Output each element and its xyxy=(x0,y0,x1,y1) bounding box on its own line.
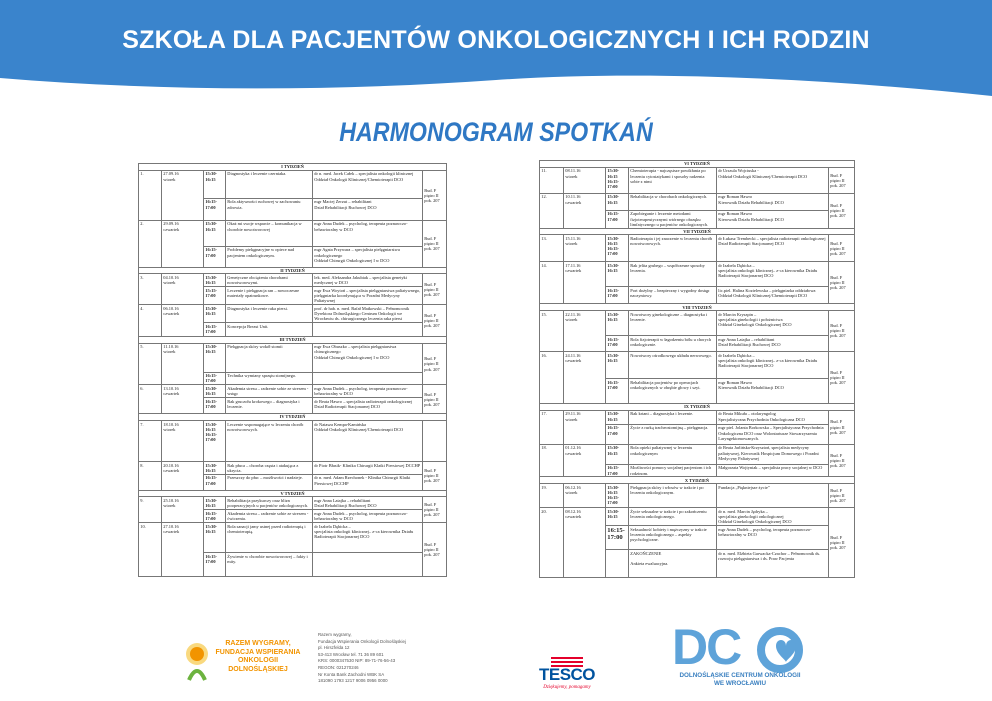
tesco-logo xyxy=(537,655,597,695)
session-topic: Akademia stresu – radzenie sobie ze stresem - wstęp xyxy=(226,385,313,398)
session-number: 6. xyxy=(139,385,162,414)
session-time: 16:15- 17:00 xyxy=(204,510,226,523)
session-row xyxy=(540,262,855,287)
session-topic: Rola sanacji jamy ustnej przed radioterapią i chemioterapią. xyxy=(226,522,313,552)
session-row xyxy=(139,274,447,287)
session-time: 15:30- 16:15 xyxy=(606,410,629,424)
session-row xyxy=(540,310,855,335)
sun-figure-icon xyxy=(184,640,210,684)
session-topic: Życie z rurką tracheostomijną – pielęgnacja. xyxy=(629,424,717,444)
week-header-row xyxy=(139,336,447,343)
session-number: 5. xyxy=(139,343,162,385)
session-time: 15:30- 16:15 xyxy=(606,508,629,526)
schedule-table-left xyxy=(138,163,447,577)
session-location: Bud. F piętro II pok. 207 xyxy=(829,235,855,262)
session-time: 16:15- 17:00 xyxy=(204,552,226,576)
session-date: 04.10.16 wtorek xyxy=(162,274,204,305)
session-speaker: lic.piel. Halina Kozielewska – pielęgniarka oddziałowa Oddział Onkologii Klinicznej/Chemioterapii DCO xyxy=(717,287,829,304)
tesco-tagline: Dziękujemy, pomagamy xyxy=(543,685,591,690)
session-time: 15:30- 16:15 xyxy=(204,170,226,198)
session-time: 15:30- 16:15 xyxy=(204,220,226,246)
week-header: II TYDZIEŃ xyxy=(139,267,447,274)
session-speaker: mgr Anna Latajka – rehabilitant Dział Rehabilitacji Ruchowej DCO xyxy=(717,335,829,351)
session-date: 08.12.16 czwartek xyxy=(564,508,606,578)
session-number: 11. xyxy=(540,167,564,193)
session-speaker: dr n. med. Adam Rzechonek - Klinika Chirurgii Klatki Piersiowej DCCHP xyxy=(313,474,423,490)
week-header: IX TYDZIEŃ xyxy=(540,403,855,410)
session-topic: Rehabilitacja przykurczy oraz blizn pooperacyjnych u pacjentów onkologicznych. xyxy=(226,497,313,510)
session-topic: Rak płuca – choroba częsta i atakująca z ukrycia. xyxy=(226,461,313,474)
session-speaker: mgr Roman Hawro Kierownik Działu Rehabilitacji DCO xyxy=(717,210,829,228)
session-location: Bud. F piętro II pok. 207 xyxy=(829,167,855,193)
session-time: 16:15- 17:00 xyxy=(606,464,629,477)
session-number: 19. xyxy=(540,484,564,508)
session-number: 8. xyxy=(139,461,162,490)
session-number: 18. xyxy=(540,444,564,477)
week-header-row xyxy=(540,304,855,311)
session-speaker: dr Łukasz Trembecki – specjalista radioterapii onkologicznej Dział Radioterapii Stacjonarnej DCO xyxy=(717,235,829,262)
session-speaker: mgr Ewa Obuszko – specjalista pielęgniarstwa chirurgicznego Oddział Chirurgii Onkologicznej I w DCO xyxy=(313,343,423,372)
session-speaker: dr Beata Mikuła – otolaryngolog Specjalistyczna Przychodnia Onkologiczna DCO xyxy=(717,410,829,424)
session-time: 16:15- 17:00 xyxy=(204,198,226,220)
session-number: 14. xyxy=(540,262,564,304)
session-time: 15:30- 16:15 xyxy=(606,262,629,287)
session-row xyxy=(139,461,447,474)
session-time: 16:15- 17:00 xyxy=(204,246,226,267)
session-speaker: mgr piel. Jolanta Borkowska – Specjalistyczna Przychodnia Onkologiczna DCO oraz Wolontariusze Stowarzyszenia Laryngektomowanych. xyxy=(717,424,829,444)
session-topic: Rehabilitacja pacjentów po operacjach onkologicznych w obrębie głowy i szyi. xyxy=(629,378,717,403)
session-time: 16:15- 17:00 xyxy=(606,378,629,403)
session-speaker: mgr Anna Dudek – psycholog, terapeuta poznawczo-behawioralny w DCO xyxy=(313,510,423,523)
session-topic: Rak krtani – diagnostyka i leczenie. xyxy=(629,410,717,424)
session-topic: Seksualność kobiety i mężczyzny w trakcie leczenia onkologicznego – aspekty psychologiczne. xyxy=(629,525,717,549)
session-date: 10.11.16 czwartek xyxy=(564,193,606,228)
session-speaker: mgr Anna Dudek – psycholog, terapeuta poznawczo-behawioralny w DCO xyxy=(313,385,423,398)
session-location: Bud. F piętro II pok. 207 xyxy=(423,170,447,220)
session-location: Bud. F piętro II pok. 207 xyxy=(829,410,855,444)
session-location: Bud. F piętro II pok. 207 xyxy=(423,461,447,490)
week-header-row xyxy=(139,490,447,497)
week-header-row xyxy=(540,403,855,410)
session-location: Bud. F piętro II pok. 207 xyxy=(423,522,447,576)
session-number: 7. xyxy=(139,420,162,461)
session-topic: Rehabilitacja w chorobach onkologicznych. xyxy=(629,193,717,210)
session-date: 06.12.16 wtorek xyxy=(564,484,606,508)
session-speaker: mgr Anna Dudek – psycholog, terapeuta poznawczo-behawioralny w DCO xyxy=(717,525,829,549)
session-topic: Koncepcja Breast Unit. xyxy=(226,322,313,336)
session-topic: Możliwości pomocy socjalnej pacjentom i ich rodzinom. xyxy=(629,464,717,477)
session-time: 16:15- 17:00 xyxy=(204,474,226,490)
razem-wygramy-logo xyxy=(184,640,304,690)
session-row xyxy=(540,444,855,464)
session-row xyxy=(540,484,855,508)
header-banner xyxy=(0,0,992,105)
session-number: 17. xyxy=(540,410,564,444)
session-topic: Rola fizjoterapii w łagodzeniu bólu u chorych onkologicznie. xyxy=(629,335,717,351)
session-topic: Przeszczy do płuc – możliwości i nadzieje. xyxy=(226,474,313,490)
schedule-table-body xyxy=(139,164,447,577)
session-row xyxy=(540,235,855,262)
week-header-row xyxy=(540,477,855,484)
week-header-row xyxy=(139,414,447,421)
session-row xyxy=(540,410,855,424)
session-topic: Diagnostyka i leczenie czerniaka. xyxy=(226,170,313,198)
session-topic: Pielęgnacja skóry i włosów w trakcie i po leczeniu onkologicznym. xyxy=(629,484,717,508)
session-topic: Nowotwory ginekologiczne – diagnostyka i leczenie. xyxy=(629,310,717,335)
session-topic: Rak jelita grubego – współczesne sposoby leczenia. xyxy=(629,262,717,287)
week-header-row xyxy=(540,161,855,168)
session-speaker xyxy=(313,372,423,385)
session-date: 15.11.16 wtorek xyxy=(564,235,606,262)
session-row xyxy=(139,343,447,372)
session-speaker: dr n. med. Marcin Jędryka – specjalista ginekologii onkologicznej Oddział Ginekologii Onkologicznej DCO xyxy=(717,508,829,526)
session-topic: Leczenie i pielęgnacja ran – nowoczesne materiały opatrunkowe. xyxy=(226,287,313,305)
session-speaker: dr Piotr Błasik- Klinika Chirurgii Klatki Piersiowej DCCHP xyxy=(313,461,423,474)
session-date: 29.11.16 wtorek xyxy=(564,410,606,444)
week-header: V TYDZIEŃ xyxy=(139,490,447,497)
session-topic: Życie seksualne w trakcie i po zakończeniu leczenia onkologicznego. xyxy=(629,508,717,526)
session-number: 10. xyxy=(139,522,162,576)
session-time: 15:30- 16:15 16:15- 17:00 xyxy=(606,484,629,508)
session-time: 15:30- 16:15 16:15- 17:00 xyxy=(606,167,629,193)
session-time: 15:30- 16:15 xyxy=(204,343,226,372)
week-header: I TYDZIEŃ xyxy=(139,164,447,171)
session-date: 25.10.16 wtorek xyxy=(162,497,204,523)
session-topic: Okaż mi swoje wsparcie – komunikacja w chorobie nowotworowej xyxy=(226,220,313,246)
session-speaker: dr Marcin Kryszpin – specjalista ginekologii i położnictwa Oddział Ginekologii Onkologicznej DCO xyxy=(717,310,829,335)
session-number: 15. xyxy=(540,310,564,351)
week-header: III TYDZIEŃ xyxy=(139,336,447,343)
session-speaker: Fundacja „Piękniejsze życie” xyxy=(717,484,829,508)
session-topic: Diagnostyka i leczenie raka piersi. xyxy=(226,305,313,323)
session-row xyxy=(139,385,447,398)
session-time: 15:30- 16:15 xyxy=(606,193,629,210)
session-time xyxy=(606,549,629,577)
session-row xyxy=(139,220,447,246)
session-topic: Rola aktywności ruchowej w zachowaniu zdrowia. xyxy=(226,198,313,220)
session-date: 24.11.16 czwartek xyxy=(564,351,606,403)
session-location: Bud. F piętro II pok. 207 xyxy=(829,484,855,508)
session-number: 3. xyxy=(139,274,162,305)
session-row xyxy=(540,508,855,526)
tesco-name: TESCO xyxy=(538,665,596,684)
school-title: SZKOŁA DLA PACJENTÓW ONKOLOGICZNYCH I ICH RODZIN xyxy=(122,26,870,54)
session-number: 12. xyxy=(540,193,564,228)
session-date: 18.10.16 wtorek xyxy=(162,420,204,461)
session-speaker: dr Beata Jarlińska-Krzysztoń, specjalista medycyny paliatywnej, Kierownik Hospicjum Domowego i Poradni Medycyny Paliatywnej xyxy=(717,444,829,464)
session-number: 4. xyxy=(139,305,162,337)
session-speaker: mgr Roman Hawro Kierownik Działu Rehabilitacji DCO xyxy=(717,378,829,403)
session-time: 15:30- 16:15 xyxy=(204,522,226,552)
session-topic: Zapobieganie i leczenie metodami fizjoterapeutycznymi wtórnego obrzęku limfatycznego u pacjentów onkologicznych. xyxy=(629,210,717,228)
session-speaker: dr n. med. Jacek Całek – specjalista onkologii klinicznej Oddział Onkologii Klinicznej/Chemioterapii DCO xyxy=(313,170,423,198)
session-speaker: dr Izabela Dębicka – specjalista onkologii klinicznej– z-ca kierownika Działu Radioterapii Stacjonarnej DCO xyxy=(717,262,829,287)
week-header: VII TYDZIEŃ xyxy=(540,228,855,235)
session-number: 1. xyxy=(139,170,162,220)
session-location xyxy=(423,420,447,461)
session-row xyxy=(139,305,447,323)
dco-logo xyxy=(660,619,820,697)
schedule-heading: HARMONOGRAM SPOTKAŃ xyxy=(339,117,653,147)
session-row xyxy=(139,420,447,461)
session-speaker: mgr Roman Hawro Kierownik Działu Rehabilitacji DCO xyxy=(717,193,829,210)
session-topic: Radioterapia i jej znaczenie w leczeniu chorób nowotworowych. xyxy=(629,235,717,262)
session-topic: Chemioterapia - najczęstsze powikłania po leczeniu cytostatykami i sposoby radzenia sobie z nimi xyxy=(629,167,717,193)
heart-o-icon xyxy=(756,624,816,676)
session-topic: ZAKOŃCZENIE Ankieta ewaluacyjna. xyxy=(629,549,717,577)
session-number: 9. xyxy=(139,497,162,523)
session-speaker: dr Izabela Dębicka – specjalista onkologii klinicznej– z-ca kierownika Działu Radioterapii Stacjonarnej DCO xyxy=(717,351,829,378)
session-time: 15:30- 16:15 16:15- 17:00 xyxy=(606,235,629,262)
session-location: Bud. F piętro II pok. 207 xyxy=(829,310,855,351)
session-date: 13.10.16 czwartek xyxy=(162,385,204,414)
session-location: Bud. F piętro II pok. 207 xyxy=(423,220,447,267)
session-date: 27.09.16 wtorek xyxy=(162,170,204,220)
session-number: 13. xyxy=(540,235,564,262)
session-time: 16:15- 17:00 xyxy=(606,287,629,304)
session-time: 16:15- 17:00 xyxy=(606,525,629,549)
session-time: 15:30- 16:15 xyxy=(204,497,226,510)
session-date: 17.11.16 czwartek xyxy=(564,262,606,304)
session-time: 16:15- 17:00 xyxy=(204,398,226,414)
session-topic: Rak gruczołu krokowego – diagnostyka i leczenie. xyxy=(226,398,313,414)
session-speaker xyxy=(313,552,423,576)
week-header-row xyxy=(540,228,855,235)
session-topic: Nowotwory ośrodkowego układu nerwowego. xyxy=(629,351,717,378)
session-topic: Rola opieki paliatywnej w leczeniu onkologicznym xyxy=(629,444,717,464)
session-time: 16:15- 17:00 xyxy=(606,335,629,351)
session-time: 16:15- 17:00 xyxy=(204,322,226,336)
session-location: Bud. F piętro II pok. 207 xyxy=(829,193,855,228)
week-header-row xyxy=(139,164,447,171)
session-topic: Technika wymiany sprzętu stomijnego. xyxy=(226,372,313,385)
session-topic: Pielęgnacja skóry wokół stomii xyxy=(226,343,313,372)
session-row xyxy=(540,351,855,378)
session-speaker: dr Izabela Dębicka – specjalista onkologii klinicznej– z-ca kierownika Działu Radioterapii Stacjonarnej DCO xyxy=(313,522,423,552)
session-topic: Żywienie w chorobie nowotworowej – fakty i mity. xyxy=(226,552,313,576)
dco-full-name: DOLNOŚLĄSKIE CENTRUM ONKOLOGII WE WROCŁAWIU xyxy=(679,672,801,687)
razem-logo-text: RAZEM WYGRAMY, FUNDACJA WSPIERANIA ONKOLOGII DOLNOŚLĄSKIEJ xyxy=(215,640,301,673)
session-date: 29.09.16 czwartek xyxy=(162,220,204,267)
schedule-table-body xyxy=(540,161,855,578)
session-topic: Problemy pielęgnacyjne w opiece nad pacjentem onkologicznym. xyxy=(226,246,313,267)
session-number: 16. xyxy=(540,351,564,403)
session-speaker: Małgorzata Wojtyniak – specjalista pracy socjalnej w DCO xyxy=(717,464,829,477)
session-time: 15:30- 16:15 xyxy=(204,305,226,323)
session-row xyxy=(139,170,447,198)
session-time: 16:15- 17:00 xyxy=(204,372,226,385)
session-topic: Genetyczne obciążenia chorobami nowotworowymi. xyxy=(226,274,313,287)
session-row xyxy=(139,522,447,552)
week-header: VIII TYDZIEŃ xyxy=(540,304,855,311)
session-location: Bud. F piętro II pok. 207 xyxy=(829,444,855,477)
session-location: Bud. F piętro II pok. 207 xyxy=(423,385,447,414)
session-number: 20. xyxy=(540,508,564,578)
session-speaker: mgr Anna Dudek – psycholog, terapeuta poznawczo-behawioralny w DCO xyxy=(313,220,423,246)
session-location: Bud. F piętro II pok. 207 xyxy=(423,497,447,523)
session-speaker: prof. dr hab. n. med. Rafał Matkowski – Pełnomocnik Dyrektora Dolnośląskiego Centrum Onkologii we Wrocławiu ds. chirurgicznego leczenia raka piersi xyxy=(313,305,423,323)
session-location: Bud. F piętro II pok. 207 xyxy=(423,274,447,305)
session-date: 22.11.16 wtorek xyxy=(564,310,606,351)
session-speaker: mgr Agata Przywara – specjalista pielęgniarstwa onkologicznego Oddział Chirurgii Onkologicznej I w DCO xyxy=(313,246,423,267)
session-time: 15:30- 16:15 xyxy=(606,444,629,464)
session-time: 16:15- 17:00 xyxy=(606,210,629,228)
session-date: 20.10.16 czwartek xyxy=(162,461,204,490)
session-time: 15:30- 16:15 xyxy=(204,461,226,474)
session-date: 01.12.16 czwartek xyxy=(564,444,606,477)
session-speaker: mgr Maciej Zerzut – rehabilitant Dział Rehabilitacji Ruchowej DCO xyxy=(313,198,423,220)
week-header: IV TYDZIEŃ xyxy=(139,414,447,421)
session-speaker: dr Urszula Wojciuska - Oddział Onkologii Klinicznej/Chemioterapii DCO xyxy=(717,167,829,193)
session-time: 15:30- 16:15 16:15- 17:00 xyxy=(204,420,226,461)
session-location: Bud. F piętro II pok. 207 xyxy=(829,262,855,304)
session-speaker: dr n. med. Elżbieta Garwacka-Czachor – Pełnomocnik ds. rozwoju pielęgniarstwa i ds. Praw Pacjenta xyxy=(717,549,829,577)
session-time: 15:30- 16:15 xyxy=(606,351,629,378)
session-time: 15:15- 17:00 xyxy=(204,287,226,305)
session-date: 11.10.16 wtorek xyxy=(162,343,204,385)
session-date: 08.11.16 wtorek xyxy=(564,167,606,193)
session-topic: Leczenie wspomagające w leczeniu chorób nowotworowych. xyxy=(226,420,313,461)
session-time: 15:30- 16:15 xyxy=(204,274,226,287)
session-date: 27.10.16 czwartek xyxy=(162,522,204,576)
session-row xyxy=(540,167,855,193)
session-location: Bud. F piętro II pok. 207 xyxy=(423,343,447,385)
schedule-table-right xyxy=(539,160,855,578)
session-time: 16:15- 17:00 xyxy=(606,424,629,444)
session-location: Bud. F piętro II pok. 207 xyxy=(423,305,447,337)
session-date: 06.10.16 czwartek xyxy=(162,305,204,337)
week-header-row xyxy=(139,267,447,274)
dco-letters: DC xyxy=(672,619,741,675)
session-row xyxy=(540,193,855,210)
week-header: X TYDZIEŃ xyxy=(540,477,855,484)
session-speaker: mgr Anna Latajka – rehabilitant Dział Rehabilitacji Ruchowej DCO xyxy=(313,497,423,510)
session-speaker: mgr Ewa Woytoń – specjalista pielęgniarstwa paliatywnego, pielęgniarka koordynująca w Poradni Medycyny Paliatywnej xyxy=(313,287,423,305)
session-location: Bud. F piętro II pok. 207 xyxy=(829,351,855,403)
session-speaker xyxy=(313,322,423,336)
session-topic: Port dożylny – bezpieczny i wygodny dostęp naczyniowy. xyxy=(629,287,717,304)
session-speaker: dr Natasza Kempa-Kamińska Oddział Onkologii Klinicznej/Chemioterapii DCO xyxy=(313,420,423,461)
session-time: 15:30- 16:15 xyxy=(606,310,629,335)
session-location: Bud. F piętro II pok. 207 xyxy=(829,508,855,578)
session-row xyxy=(139,497,447,510)
session-speaker: lek. med. Aleksandra Jakubiak – specjalista genetyki medycznej w DCO xyxy=(313,274,423,287)
foundation-address: Razem wygramy, Fundacja Wspierania Onkologii Dolnośląskiej pl. Hirszfelda 12 53-413 Wrocław tel. 71 36 89 601 KRS: 0000347530 NIP: 89-71-76-56-43 REGON: 021270246 Nr Konta Bank Zachodni WBK SA 181090 1793 1217 9006 0956 0000 xyxy=(318,632,406,684)
session-time: 15:30- 16:15 xyxy=(204,385,226,398)
week-header: VI TYDZIEŃ xyxy=(540,161,855,168)
session-number: 2. xyxy=(139,220,162,267)
session-topic: Akademia stresu – radzenie sobie ze stresem - ćwiczenia. xyxy=(226,510,313,523)
session-speaker: dr Beata Hawro – specjalista radioterapii onkologicznej Dział Radioterapii Stacjonarnej DCO xyxy=(313,398,423,414)
